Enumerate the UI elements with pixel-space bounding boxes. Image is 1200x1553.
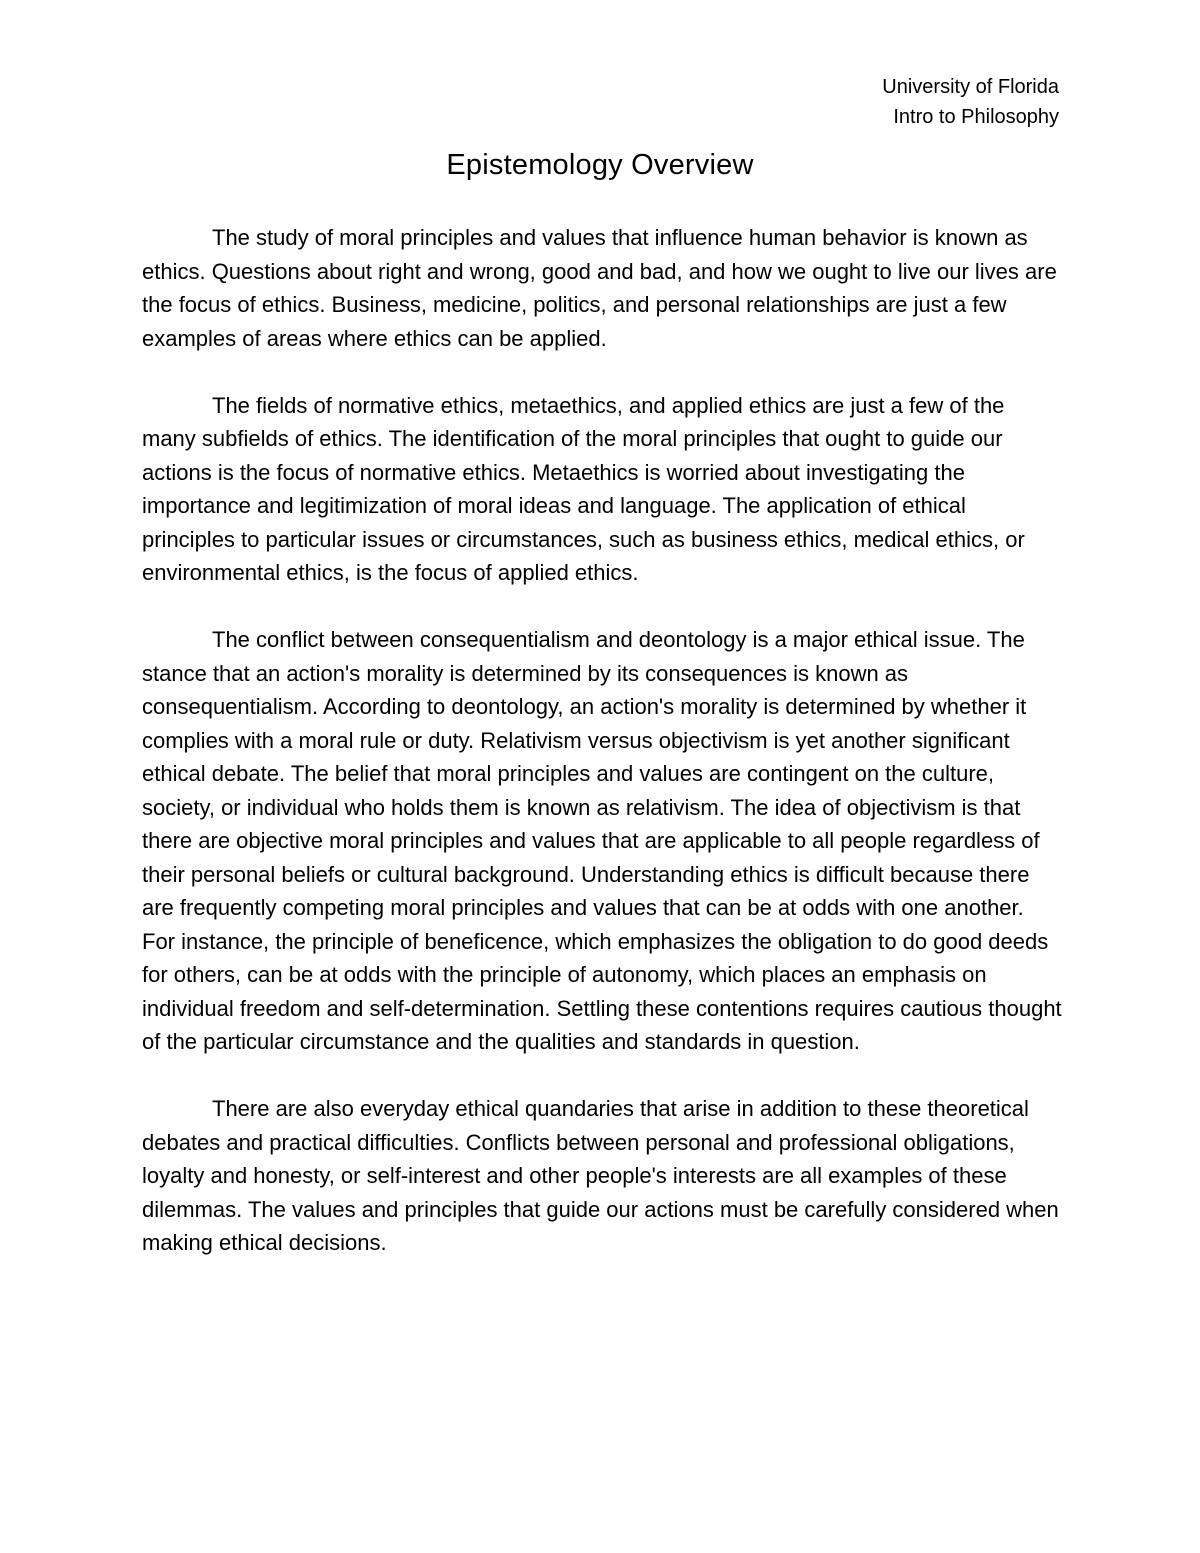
paragraph-4: There are also everyday ethical quandaries that arise in addition to these theoretical debates and practical difficulties. Conflicts between personal and professional obligations, loyalty and honesty, or self-interest and other people's interests are all examples of these dilemmas. The values and principles that guide our actions must be carefully considered when making ethical decisions. (142, 1096, 1059, 1255)
paragraph-2: The fields of normative ethics, metaethics, and applied ethics are just a few of the many subfields of ethics. The identification of the moral principles that ought to guide our actions is the focus of normative ethics. Metaethics is worried about investigating the importance and legitimization of moral ideas and language. The application of ethical principles to particular issues or circumstances, such as business ethics, medical ethics, or environmental ethics, is the focus of applied ethics. (142, 392, 1025, 585)
document-title: Epistemology Overview (446, 149, 754, 181)
header-block (882, 72, 1059, 132)
institution-name: University of Florida (882, 76, 1059, 98)
paragraph-1: The study of moral principles and values that influence human behavior is known as ethics. Questions about right and wrong, good and bad, and how we ought to live our lives are the focus of ethics. Business, medicine, politics, and personal relationships are just a few examples of areas where ethics can be applied. (142, 225, 1057, 351)
document-body (142, 221, 1062, 1293)
paragraph-3: The conflict between consequentialism and deontology is a major ethical issue. The stance that an action's morality is determined by its consequences is known as consequentialism. According to deontology, an action's morality is determined by whether it complies with a moral rule or duty. Relativism versus objectivism is yet another significant ethical debate. The belief that moral principles and values are contingent on the culture, society, or individual who holds them is known as relativism. The idea of objectivism is that there are objective moral principles and values that are applicable to all people regardless of their personal beliefs or cultural background. Understanding ethics is difficult because there are frequently competing moral principles and values that can be at odds with one another. For instance, the principle of beneficence, which emphasizes the obligation to do good deeds for others, can be at odds with the principle of autonomy, which places an emphasis on individual freedom and self-determination. Settling these contentions requires cautious thought of the particular circumstance and the qualities and standards in question. (142, 627, 1062, 1054)
course-name: Intro to Philosophy (893, 106, 1059, 128)
